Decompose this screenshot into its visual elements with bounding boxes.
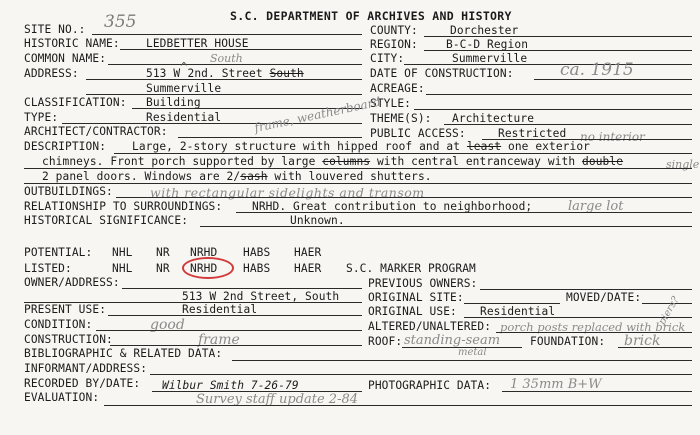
condition-line — [96, 330, 362, 331]
foundation-value: brick — [624, 333, 661, 349]
description-line-1-rule — [114, 153, 692, 154]
potential-haer: HAER — [294, 246, 322, 259]
style-label: STYLE: — [370, 97, 412, 110]
present-use-line — [108, 315, 362, 316]
construction-value: frame — [198, 332, 240, 348]
region-label: REGION: — [370, 38, 418, 51]
description-line-1 — [132, 140, 590, 153]
common-name-note: South — [210, 52, 243, 65]
address-label: ADDRESS: — [24, 67, 79, 80]
description-text-3a: 2 panel doors. Windows are 2/ — [42, 170, 241, 183]
biblio-label: BIBLIOGRAPHIC & RELATED DATA: — [24, 347, 223, 360]
informant-label: INFORMANT/ADDRESS: — [24, 362, 148, 375]
description-text-2a: chimneys. Front porch supported by large — [42, 155, 316, 168]
address-line2: Summerville — [146, 82, 222, 95]
biblio-line — [232, 360, 692, 361]
outbuildings-label: OUTBUILDINGS: — [24, 185, 113, 198]
public-access-label: PUBLIC ACCESS: — [370, 127, 466, 140]
construction-date-line — [534, 79, 692, 80]
listed-habs: HABS — [243, 262, 271, 275]
construction-date-value: ca. 1915 — [560, 60, 634, 80]
type-label: TYPE: — [24, 111, 59, 124]
site-no-value: 355 — [104, 12, 137, 32]
previous-owners-label: PREVIOUS OWNERS: — [368, 277, 478, 290]
relationship-label: RELATIONSHIP TO SURROUNDINGS: — [24, 200, 223, 213]
description-text-3b: with louvered shutters. — [274, 170, 432, 183]
nrhd-circle-mark — [182, 257, 234, 279]
recorded-value: Wilbur Smith 7-26-79 — [162, 379, 299, 392]
architect-note: frame, weatherboard — [253, 94, 383, 135]
present-use-value: Residential — [182, 303, 258, 316]
county-value: Dorchester — [450, 24, 519, 37]
listed-nr: NR — [156, 262, 170, 275]
site-no-line — [92, 34, 362, 35]
style-line — [414, 109, 692, 110]
altered-value: porch posts replaced with brick — [500, 320, 686, 334]
description-line-2-rule — [24, 168, 692, 169]
informant-line — [150, 374, 692, 375]
description-struck-3: sash — [240, 170, 268, 183]
address-street: 2nd. Street — [187, 67, 263, 80]
photographic-line — [502, 391, 692, 392]
potential-habs: HABS — [243, 246, 271, 259]
evaluation-line — [104, 405, 692, 406]
potential-nhl: NHL — [112, 246, 133, 259]
potential-nrhd: NRHD — [190, 246, 218, 259]
address-line — [86, 79, 362, 80]
address-struck-word: South — [269, 67, 304, 80]
city-value: Summerville — [452, 52, 528, 65]
altered-note: piers? — [656, 294, 682, 327]
owner-value: 513 W 2nd Street, South — [182, 290, 340, 303]
description-struck-2b: double — [582, 155, 624, 168]
region-line — [424, 50, 692, 51]
description-struck-2a: columns — [322, 155, 371, 168]
roof-label: ROOF: — [368, 335, 403, 348]
altered-line — [496, 332, 692, 333]
classification-label: CLASSIFICATION: — [24, 96, 127, 109]
historic-name-label: HISTORIC NAME: — [24, 37, 120, 50]
county-line — [424, 36, 692, 37]
previous-owners-line — [480, 289, 692, 290]
description-text-2b: with central entranceway with — [376, 155, 576, 168]
listed-label: LISTED: — [24, 262, 72, 275]
description-line-3 — [42, 170, 432, 183]
page-title: S.C. DEPARTMENT OF ARCHIVES AND HISTORY — [230, 9, 512, 23]
listed-haer: HAER — [294, 262, 322, 275]
insert-caret-icon: ^ — [180, 60, 188, 74]
potential-nr: NR — [156, 246, 170, 259]
theme-line — [444, 124, 692, 125]
recorded-label: RECORDED BY/DATE: — [24, 377, 141, 390]
classification-value: Building — [146, 96, 201, 109]
address-number: 513 W — [146, 67, 181, 80]
historic-name-line — [120, 49, 362, 50]
photographic-value: 1 35mm B+W — [510, 377, 602, 392]
roof-line — [402, 347, 522, 348]
listed-nrhd: NRHD — [190, 262, 218, 275]
original-site-label: ORIGINAL SITE: — [368, 291, 464, 304]
significance-line — [200, 226, 692, 227]
potential-label: POTENTIAL: — [24, 246, 93, 259]
acreage-line — [426, 94, 692, 95]
type-line — [62, 123, 362, 124]
present-use-label: PRESENT USE: — [24, 303, 107, 316]
evaluation-value: Survey staff update 2-84 — [196, 392, 359, 407]
foundation-label: FOUNDATION: — [530, 335, 606, 348]
description-line-3-rule — [24, 183, 692, 184]
significance-value: Unknown. — [290, 214, 345, 227]
acreage-label: ACREAGE: — [370, 82, 425, 95]
theme-label: THEME(S): — [370, 112, 432, 125]
description-label: DESCRIPTION: — [24, 140, 107, 153]
original-use-value: Residential — [480, 305, 556, 318]
construction-line — [110, 345, 362, 346]
type-value: Residential — [146, 111, 222, 124]
architect-label: ARCHITECT/CONTRACTOR: — [24, 125, 168, 138]
relationship-value: NRHD. Great contribution to neighborhood; — [252, 200, 533, 213]
construction-label: CONSTRUCTION: — [24, 333, 113, 346]
architect-line — [178, 137, 362, 138]
significance-label: HISTORICAL SIGNIFICANCE: — [24, 214, 189, 227]
common-name-line — [108, 64, 362, 65]
roof-note: metal — [458, 347, 487, 358]
city-label: CITY: — [370, 52, 405, 65]
historic-name-value: LEDBETTER HOUSE — [146, 37, 249, 50]
address-line2-rule — [86, 94, 362, 95]
site-no-label: SITE NO.: — [24, 23, 86, 36]
theme-value: Architecture — [452, 112, 535, 125]
description-struck-1: least — [466, 140, 502, 153]
outbuildings-line — [116, 197, 692, 198]
construction-date-label: DATE OF CONSTRUCTION: — [370, 67, 514, 80]
relationship-line — [236, 212, 692, 213]
marker-program-label: S.C. MARKER PROGRAM — [346, 262, 476, 275]
description-text-1b: one exterior — [507, 140, 591, 153]
public-access-note: no interior — [580, 130, 645, 144]
moved-label: MOVED/DATE: — [566, 291, 642, 304]
description-line-2 — [42, 155, 623, 168]
foundation-line — [618, 347, 692, 348]
photographic-label: PHOTOGRAPHIC DATA: — [368, 379, 492, 392]
region-value: B-C-D Region — [446, 38, 529, 51]
evaluation-label: EVALUATION: — [24, 391, 100, 404]
owner-line — [122, 288, 362, 289]
common-name-label: COMMON NAME: — [24, 52, 107, 65]
relationship-note: large lot — [568, 199, 624, 214]
original-use-label: ORIGINAL USE: — [368, 305, 457, 318]
listed-nhl: NHL — [112, 262, 133, 275]
description-note-single: single — [666, 158, 700, 171]
description-text-1a: Large, 2-story structure with hipped roof and at — [132, 140, 461, 153]
public-access-value: Restricted — [498, 127, 567, 140]
condition-label: CONDITION: — [24, 318, 93, 331]
original-site-line — [464, 303, 560, 304]
city-line — [404, 64, 692, 65]
condition-value: good — [150, 317, 185, 333]
owner-label: OWNER/ADDRESS: — [24, 276, 120, 289]
county-label: COUNTY: — [370, 24, 418, 37]
altered-label: ALTERED/UNALTERED: — [368, 320, 492, 333]
description-note-sidelights: with rectangular sidelights and transom — [150, 185, 425, 200]
roof-value: standing-seam — [404, 333, 501, 348]
